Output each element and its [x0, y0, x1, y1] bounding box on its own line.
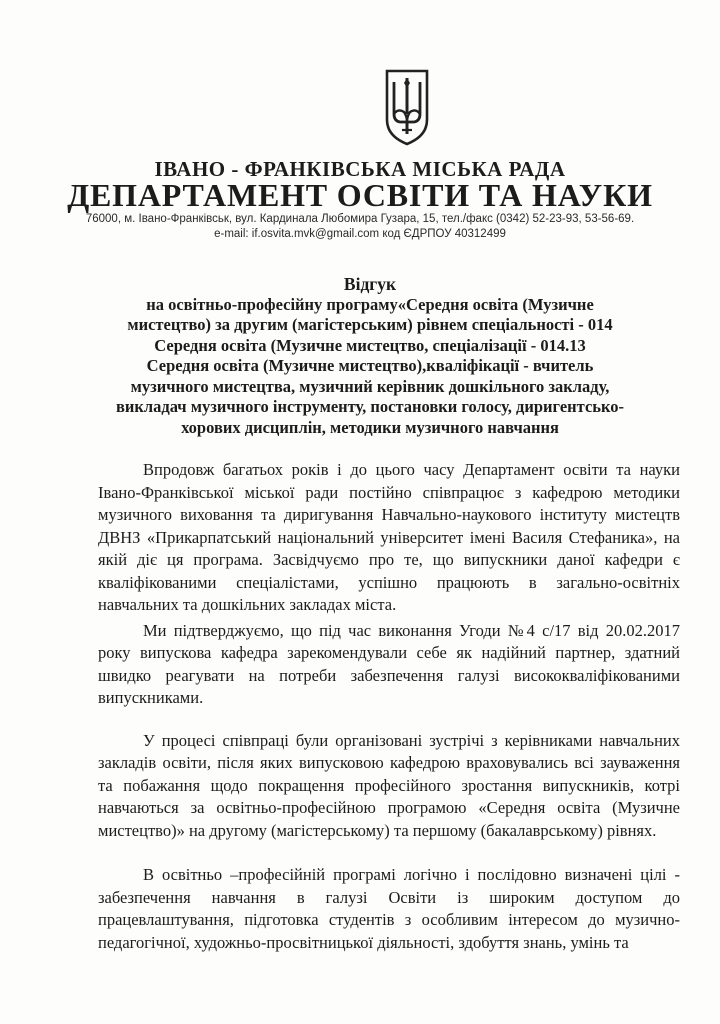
title-line: Середня освіта (Музичне мистецтво),кваліфікації - вчитель: [146, 356, 594, 375]
department-name: ДЕПАРТАМЕНТ ОСВІТИ ТА НАУКИ: [67, 177, 653, 213]
letterhead-contacts: [60, 212, 660, 242]
body-paragraph-3: У процесі співпраці були організовані зустрічі з керівниками навчальних закладів освіти, після яких випусковою кафедрою враховувались всі зауваження та побажання щодо покращення професійного зростання випускників, котрі навчаються за освітньо-професійною програмою «Середня освіта (Музичне мистецтво)» на другому (магістерському) та першому (бакалаврському) рівнях.: [98, 730, 680, 840]
trident-coat-of-arms-icon: [383, 68, 431, 146]
title-heading: Відгук: [343, 274, 397, 294]
title-line: на освітньо-професійну програму«Середня освіта (Музичне: [146, 294, 594, 314]
title-line: хорових дисциплін, методики музичного навчання: [181, 417, 559, 437]
body-paragraph-1: Впродовж багатьох років і до цього часу Департамент освіти та науки Івано-Франківської міської ради постійно співпрацює з кафедрою методики музичного виховання та диригування Навчально-наукового інституту мистецтв ДВНЗ «Прикарпатський національний університет імені Василя Стефаника», на якій діє ця програма. Засвідчуємо про те, що випускники даної кафедри є кваліфікованими спеціалістами, успішно працюють в загально-освітніх навчальних та дошкільних закладах міста.: [98, 460, 680, 614]
title-line: Середня освіта (Музичне мистецтво, спеціалізації - 014.13: [154, 335, 586, 355]
title-line: викладач музичного інструменту, постановки голосу, диригентсько-: [115, 397, 625, 416]
council-name: ІВАНО - ФРАНКІВСЬКА МІСЬКА РАДА: [154, 157, 566, 181]
title-line: мистецтво) за другим (магістерським) рівнем спеціальності - 014: [127, 315, 613, 334]
document-body: [98, 459, 680, 954]
document-title: [110, 274, 630, 438]
email-line: e-mail: if.osvita.mvk@gmail.com код ЄДРПОУ 40312499: [214, 228, 506, 240]
body-paragraph-2: Ми підтверджуємо, що під час виконання Угоди №4 с/17 від 20.02.2017 року випускова кафедра зарекомендували себе як надійний партнер, здатний швидко реагувати на потреби забезпечення галузі висококваліфікованими випускниками.: [98, 620, 680, 707]
address-line: 76000, м. Івано-Франківськ, вул. Кардинала Любомира Гузара, 15, тел./факс (0342) 52-23-93, 53-56-69.: [85, 213, 635, 225]
body-paragraph-4: В освітньо –професійній програмі логічно і послідовно визначені цілі - забезпечення навчання в галузі Освіти із широким доступом до працевлаштування, підготовка студентів з особливим інтересом до музично-педагогічної, художньо-просвітницької діяльності, здобуття знань, умінь та: [98, 865, 680, 952]
title-line: музичного мистецтва, музичний керівник дошкільного закладу,: [130, 376, 610, 396]
